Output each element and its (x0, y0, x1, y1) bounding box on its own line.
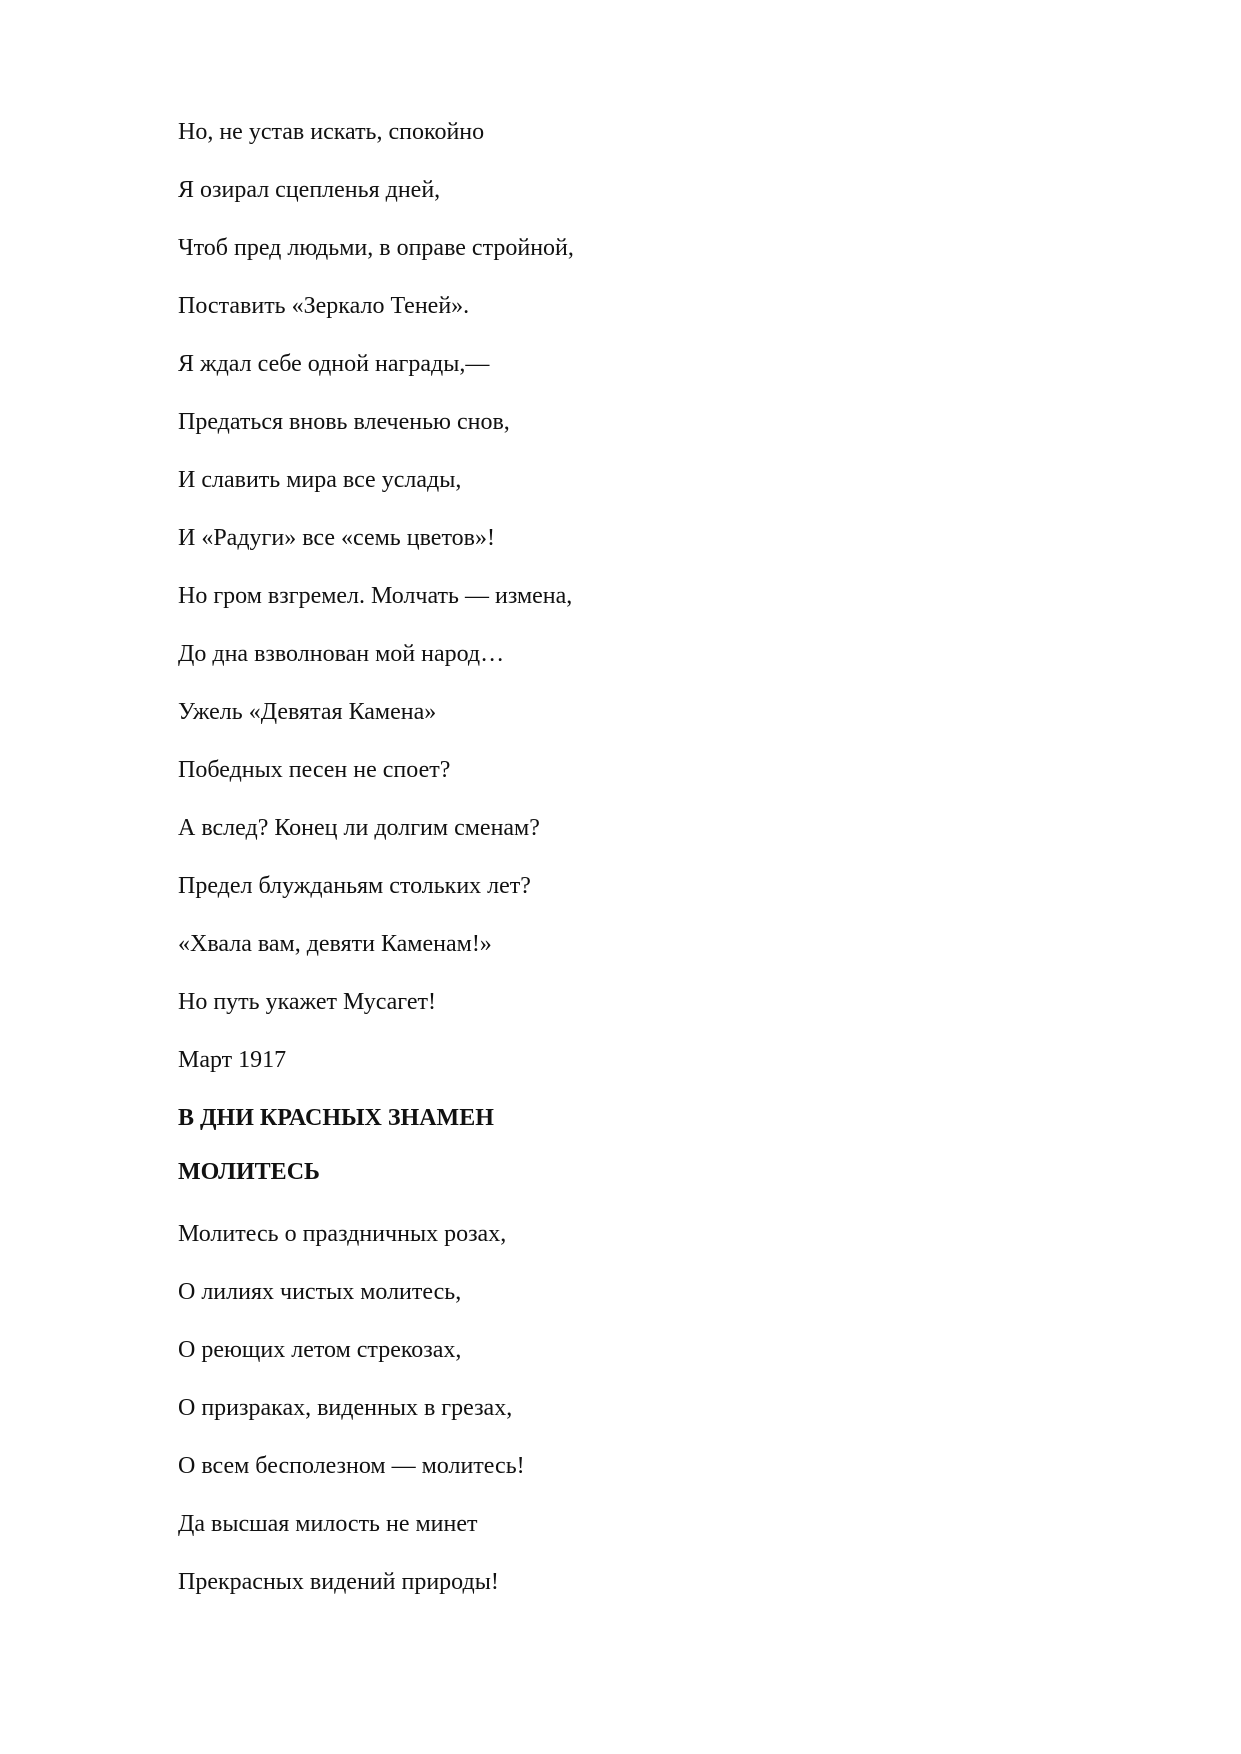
poem-line: О всем бесполезном — молитесь! (178, 1453, 525, 1479)
poem-line: Молитесь о праздничных розах, (178, 1221, 507, 1247)
poem-line: Но гром взгремел. Молчать — измена, (178, 583, 573, 609)
poem-line: Чтоб пред людьми, в оправе стройной, (178, 235, 574, 261)
poem-line: До дна взволнован мой народ… (178, 641, 505, 667)
poem-line: Поставить «Зеркало Теней». (178, 293, 470, 319)
poem-line: О реющих летом стрекозах, (178, 1337, 462, 1363)
poem-line: Предаться вновь влеченью снов, (178, 409, 510, 435)
poem-line: Но, не устав искать, спокойно (178, 119, 485, 145)
poem-line: И славить мира все услады, (178, 467, 462, 493)
section-heading: В ДНИ КРАСНЫХ ЗНАМЕН (178, 1105, 494, 1131)
poem-line: Да высшая милость не минет (178, 1511, 478, 1537)
poem-line: А вслед? Конец ли долгим сменам? (178, 815, 540, 841)
poem-line: Прекрасных видений природы! (178, 1569, 499, 1595)
poem-line: Предел блужданьям стольких лет? (178, 873, 531, 899)
poem-line: Я озирал сцепленья дней, (178, 177, 441, 203)
poem-line: И «Радуги» все «семь цветов»! (178, 525, 495, 551)
poem-line: О призраках, виденных в грезах, (178, 1395, 513, 1421)
poem-line: Но путь укажет Мусагет! (178, 989, 436, 1015)
poem-line: Я ждал себе одной награды,— (178, 351, 490, 377)
poem-title: МОЛИТЕСЬ (178, 1159, 320, 1185)
poem-line: Победных песен не споет? (178, 757, 451, 783)
poem-line: О лилиях чистых молитесь, (178, 1279, 462, 1305)
poem-line: Ужель «Девятая Камена» (178, 699, 437, 725)
poem-date: Март 1917 (178, 1047, 287, 1073)
poem-line: «Хвала вам, девяти Каменам!» (178, 931, 492, 957)
